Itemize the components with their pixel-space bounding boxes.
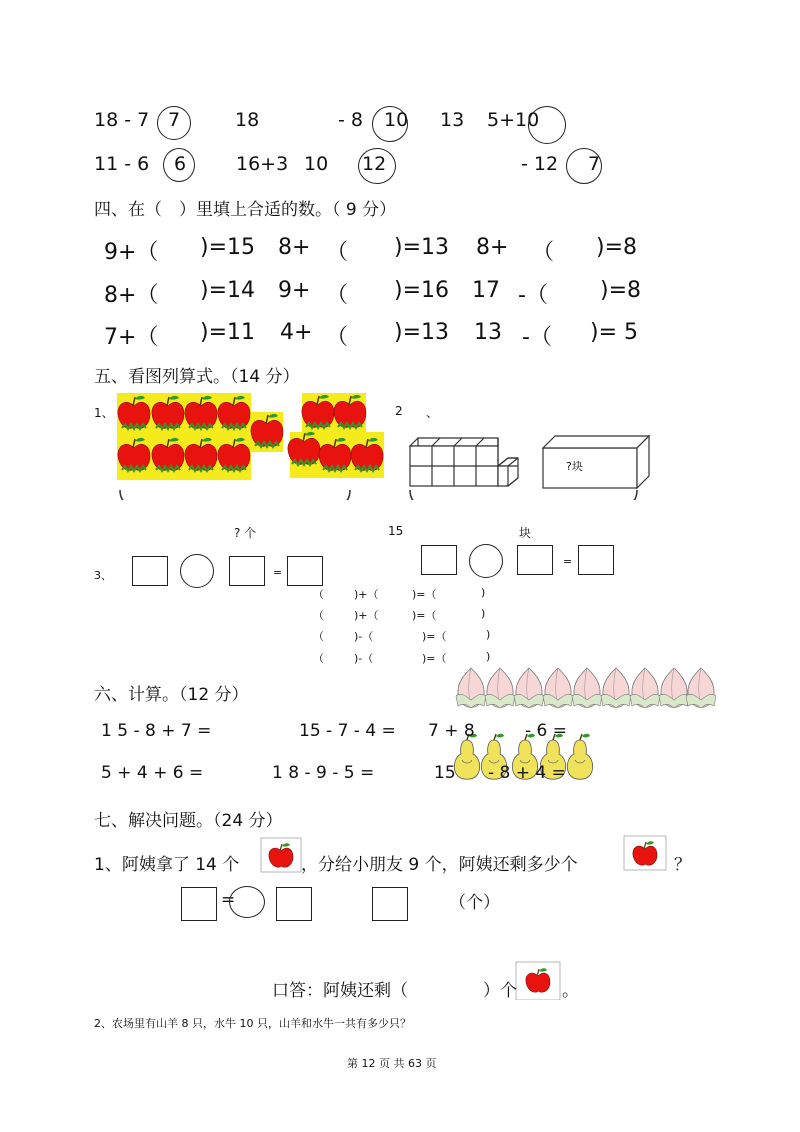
fill-expr: 17 bbox=[472, 278, 500, 303]
blank: ) bbox=[481, 586, 486, 599]
answer-box[interactable] bbox=[372, 887, 408, 921]
expr-a1: 18 - 7 bbox=[94, 109, 150, 131]
fill-expr: )=13 bbox=[394, 235, 450, 260]
fill-expr: （ bbox=[326, 325, 349, 350]
answer-a1: 7 bbox=[168, 109, 181, 131]
blank: （ bbox=[313, 652, 324, 665]
fill-expr: )=8 bbox=[596, 235, 638, 260]
problem-2-label: 2 bbox=[395, 404, 403, 418]
fill-expr: )=13 bbox=[394, 320, 450, 345]
answer-c2: 7 bbox=[588, 153, 601, 175]
fill-expr: （ bbox=[326, 240, 349, 265]
unit-label: （个） bbox=[449, 893, 500, 913]
calc-expr: 1 5 - 8 + 7 = bbox=[101, 721, 212, 741]
expr-b1-left: 18 bbox=[235, 109, 260, 131]
fill-expr: -（ bbox=[522, 325, 552, 350]
answer-b2: 12 bbox=[362, 153, 387, 175]
calc-expr: 7 + 8 bbox=[428, 721, 475, 741]
fill-expr: （ bbox=[532, 240, 555, 265]
fill-expr: )=11 bbox=[200, 320, 256, 345]
calc-expr: 15 - 7 - 4 = bbox=[299, 721, 396, 741]
fill-expr: )=8 bbox=[600, 278, 642, 303]
blank: )-（ bbox=[354, 630, 374, 643]
fill-expr: （ bbox=[326, 283, 349, 308]
section-4-title: 四、在（ ）里填上合适的数。（ 9 分） bbox=[94, 200, 397, 220]
expr-c1-right: 5+10 bbox=[487, 109, 540, 131]
fill-expr: 4+ bbox=[280, 320, 313, 345]
problem-3-label: 3、 bbox=[94, 569, 112, 582]
section-5-title: 五、看图列算式。（14 分） bbox=[94, 367, 300, 387]
blank: )=（ bbox=[412, 609, 437, 622]
blank: （ bbox=[313, 588, 324, 601]
brace-1-label: ? 个 bbox=[234, 526, 257, 540]
fill-expr: )=16 bbox=[394, 278, 450, 303]
question-1-part-a: 1、阿姨拿了 14 个 bbox=[94, 855, 240, 875]
fill-expr: 8+（ bbox=[104, 283, 159, 308]
question-2: 2、农场里有山羊 8 只，水牛 10 只，山羊和水牛一共有多少只？ bbox=[94, 1017, 411, 1030]
answer-unit: ）个 bbox=[483, 981, 517, 1001]
blank: （ bbox=[313, 609, 324, 622]
calc-expr: 5 + 4 + 6 = bbox=[101, 763, 204, 783]
answer-box[interactable] bbox=[181, 887, 217, 921]
fill-expr: )=14 bbox=[200, 278, 256, 303]
blank: ) bbox=[481, 607, 486, 620]
calc-expr: 15 bbox=[434, 763, 456, 783]
blank: )-（ bbox=[354, 652, 374, 665]
question-1-part-b: ，分给小朋友 9 个，阿姨还剩多少个 bbox=[301, 855, 578, 875]
blank: )=（ bbox=[422, 630, 447, 643]
blank: ) bbox=[486, 628, 491, 641]
equals-sign: = bbox=[273, 566, 283, 579]
blank: （ bbox=[313, 630, 324, 643]
calc-expr: - 6 = bbox=[525, 721, 568, 741]
brace-2-number: 15 bbox=[388, 524, 404, 538]
fill-expr: -（ bbox=[518, 283, 548, 308]
block-question-label: ?块 bbox=[566, 460, 583, 473]
fill-expr: 7+（ bbox=[104, 325, 159, 350]
calc-expr: - 8 + 4 = bbox=[488, 763, 566, 783]
problem-1-label: 1、 bbox=[94, 406, 114, 420]
expr-b2-left: 16+3 bbox=[236, 153, 289, 175]
answer-prefix: 口答：阿姨还剩（ bbox=[272, 981, 408, 1001]
section-6-title: 六、计算。（12 分） bbox=[94, 685, 249, 705]
blank: ) bbox=[486, 650, 491, 663]
answer-box[interactable] bbox=[276, 887, 312, 921]
fill-expr: )= 5 bbox=[590, 320, 639, 345]
operator-circle[interactable] bbox=[229, 886, 265, 918]
brace-2-unit: 块 bbox=[519, 526, 532, 540]
page-footer: 第 12 页 共 63 页 bbox=[347, 1057, 437, 1070]
blank: )=（ bbox=[422, 652, 447, 665]
calc-expr: 1 8 - 9 - 5 = bbox=[272, 763, 375, 783]
answer-b1: 10 bbox=[384, 109, 409, 131]
problem-2-mark: 、 bbox=[426, 406, 439, 420]
fill-expr: 8+ bbox=[278, 235, 311, 260]
expr-b1-right: - 8 bbox=[338, 109, 363, 131]
expr-b2-right: 10 bbox=[304, 153, 329, 175]
fill-expr: 13 bbox=[474, 320, 502, 345]
fill-expr: 9+ bbox=[278, 278, 311, 303]
equals-sign: = bbox=[221, 890, 236, 910]
expr-c1-left: 13 bbox=[440, 109, 465, 131]
question-1-part-c: ？ bbox=[674, 855, 691, 875]
fill-expr: 9+（ bbox=[104, 240, 159, 265]
fill-expr: 8+ bbox=[476, 235, 509, 260]
section-7-title: 七、解决问题。（24 分） bbox=[94, 811, 283, 831]
expr-a2: 11 - 6 bbox=[94, 153, 150, 175]
answer-end: 。 bbox=[562, 981, 579, 1001]
blank: )=（ bbox=[412, 588, 437, 601]
answer-a2: 6 bbox=[174, 153, 187, 175]
expr-c2: - 12 bbox=[521, 153, 559, 175]
fill-expr: )=15 bbox=[200, 235, 256, 260]
blank: )+（ bbox=[354, 588, 379, 601]
blank: )+（ bbox=[354, 609, 379, 622]
equals-sign: = bbox=[563, 555, 573, 568]
